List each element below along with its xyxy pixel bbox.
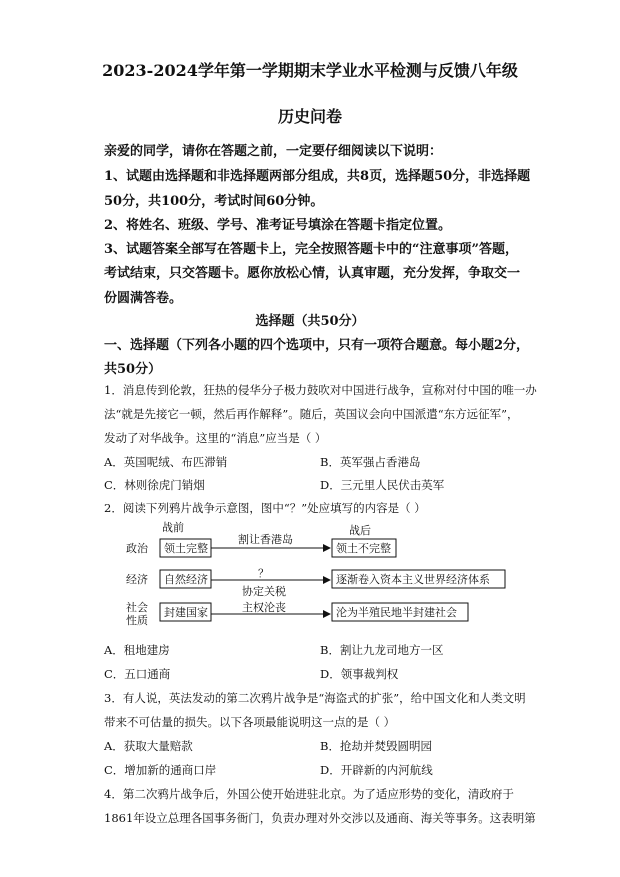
q3-option-d[interactable]: D．开辟新的内河航线 — [320, 763, 433, 777]
box-territory-broken-text: 领土不完整 — [336, 542, 391, 555]
intro-rule-1a: 1、试题由选择题和非选择题两部分组成，共8页，选择题50分，非选择题 — [104, 169, 531, 184]
diagram-after-label: 战后 — [349, 524, 371, 537]
q3-option-c[interactable]: C．增加新的通商口岸 — [104, 763, 217, 777]
q3-option-b[interactable]: B．抢劫并焚毁圆明园 — [320, 739, 432, 753]
intro-rule-3b: 考试结束，只交答题卡。愿你放松心情，认真审题，充分发挥，争取交一 — [104, 266, 521, 281]
q2-option-d[interactable]: D．领事裁判权 — [320, 667, 399, 681]
q4-stem-line-1: 4．第二次鸦片战争后，外国公使开始进驻北京。为了适应形势的变化，清政府于 — [104, 787, 514, 801]
box-territory-broken — [332, 539, 396, 557]
q4-stem-line-2: 1861年设立总理各国事务衙门，负责办理对外交涉以及通商、海关等事务。这表明第 — [104, 811, 536, 825]
box-semi-colonial — [332, 603, 468, 621]
q2-option-a[interactable]: A．租地建房 — [104, 643, 170, 657]
exam-subject: 历史问卷 — [277, 107, 342, 126]
intro-rule-3c: 份圆满答卷。 — [104, 291, 183, 306]
row-society-label-bottom: 性质 — [126, 614, 148, 627]
q1-option-d[interactable]: D．三元里人民伏击英军 — [320, 478, 445, 492]
q3-option-a[interactable]: A．获取大量赔款 — [104, 739, 193, 753]
intro-rule-1b: 50分，共100分，考试时间60分钟。 — [104, 194, 324, 209]
box-territory-intact — [160, 539, 211, 557]
box-natural-economy-text: 自然经济 — [164, 573, 208, 586]
box-capitalist-economy-text: 逐渐卷入资本主义世界经济体系 — [336, 573, 490, 586]
intro-greeting: 亲爱的同学，请你在答题之前，一定要仔细阅读以下说明： — [104, 144, 443, 159]
arrow-cede-hongkong-label: 割让香港岛 — [238, 533, 293, 546]
box-natural-economy — [160, 570, 211, 588]
box-territory-intact-text: 领土完整 — [164, 542, 208, 555]
arrow-sovereignty-label: 主权沦丧 — [242, 601, 286, 614]
exam-title: 2023-2024学年第一学期期末学业水平检测与反馈八年级 — [102, 61, 518, 80]
arrow-unknown-label: ？ — [258, 567, 269, 580]
arrow-tariff-label: 协定关税 — [242, 585, 286, 598]
box-feudal-state-text: 封建国家 — [164, 606, 208, 619]
part-1-heading-cont: 共50分） — [104, 362, 162, 377]
section-title: 选择题（共50分） — [255, 314, 365, 329]
box-capitalist-economy — [332, 570, 505, 588]
q2-option-b[interactable]: B．割让九龙司地方一区 — [320, 643, 444, 657]
q1-option-c[interactable]: C．林则徐虎门销烟 — [104, 478, 205, 492]
box-semi-colonial-text: 沦为半殖民地半封建社会 — [336, 606, 457, 619]
q1-option-a[interactable]: A．英国呢绒、布匹滞销 — [104, 455, 228, 469]
q1-stem-line-3: 发动了对华战争。这里的“消息”应当是（ ） — [104, 431, 327, 445]
q1-option-b[interactable]: B．英军强占香港岛 — [320, 455, 421, 469]
row-society-label-top: 社会 — [126, 601, 148, 614]
diagram-before-label: 战前 — [162, 521, 184, 534]
q1-stem-line-1: 1．消息传到伦敦，狂热的侵华分子极力鼓吹对中国进行战争，宣称对付中国的唯一办 — [104, 383, 537, 397]
part-1-heading: 一、选择题（下列各小题的四个选项中，只有一项符合题意。每小题2分， — [104, 338, 530, 353]
intro-rule-3a: 3、试题答案全部写在答题卡上，完全按照答题卡中的“注意事项”答题， — [104, 242, 519, 257]
q1-stem-line-2: 法“就是先接它一顿，然后再作解释”。随后，英国议会向中国派遣“东方远征军”， — [104, 407, 519, 421]
q3-stem-line-2: 带来不可估量的损失。以下各项最能说明这一点的是（ ） — [104, 715, 396, 729]
box-feudal-state — [160, 603, 211, 621]
q2-stem: 2．阅读下列鸦片战争示意图，图中“？”处应填写的内容是（ ） — [104, 501, 426, 515]
q3-stem-line-1: 3．有人说，英法发动的第二次鸦片战争是“海盗式的扩张”，给中国文化和人类文明 — [104, 691, 526, 705]
row-politics-label: 政治 — [126, 542, 148, 555]
intro-rule-2: 2、将姓名、班级、学号、准考证号填涂在答题卡指定位置。 — [104, 218, 452, 233]
q2-option-c[interactable]: C．五口通商 — [104, 667, 171, 681]
row-economy-label: 经济 — [126, 573, 148, 586]
